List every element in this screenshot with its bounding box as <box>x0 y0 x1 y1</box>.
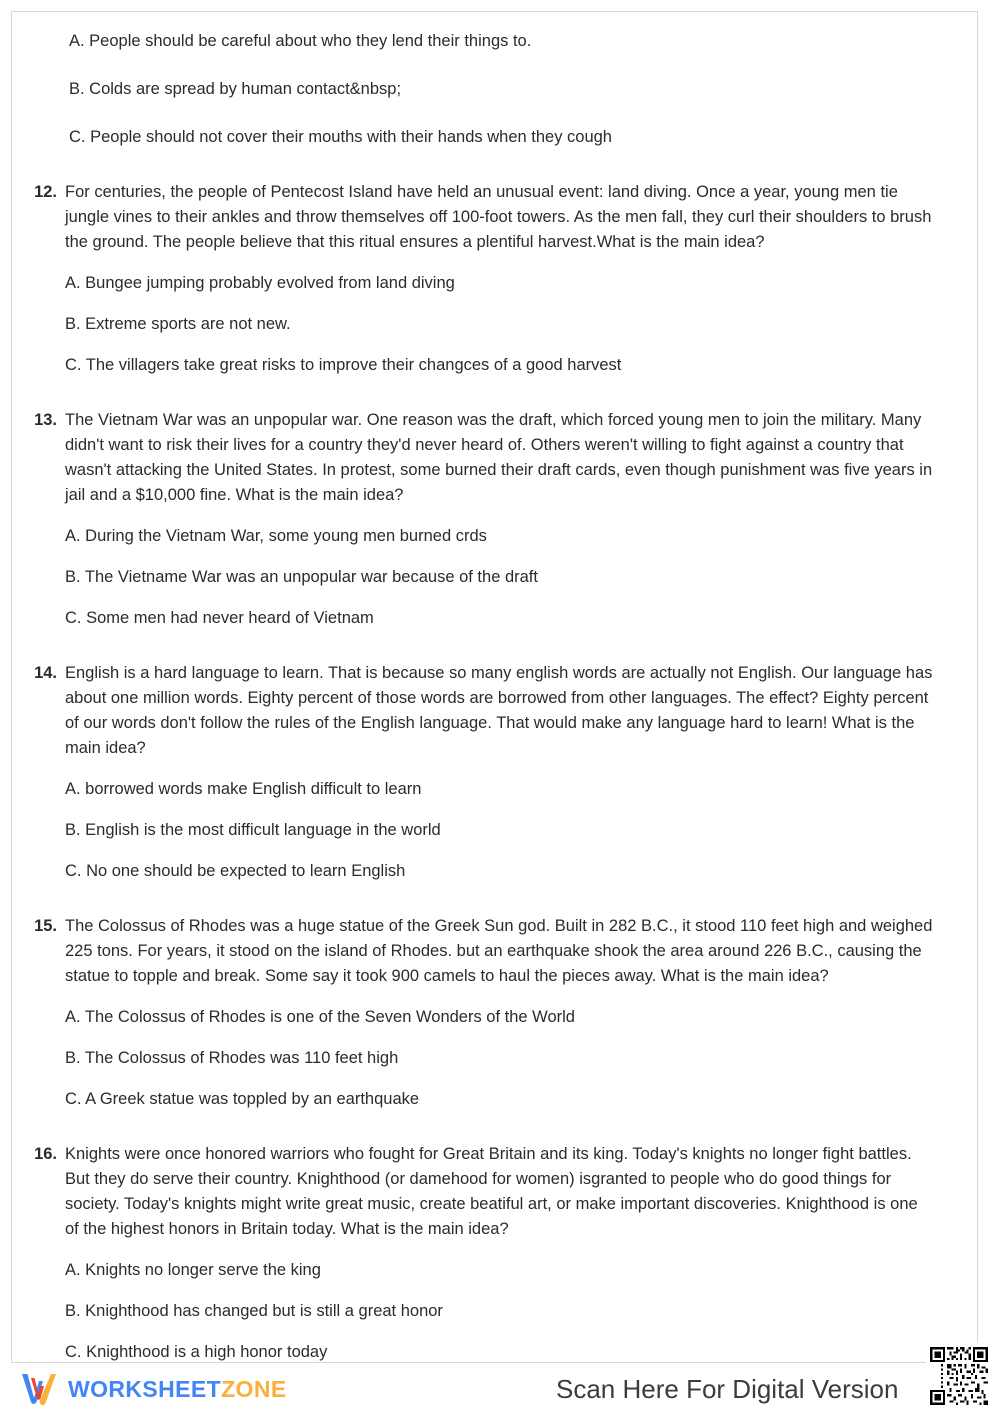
answer-option: C. A Greek statue was toppled by an earthquake <box>65 1090 420 1108</box>
answer-option: A. borrowed words make English difficult to learn <box>65 780 422 798</box>
question-item <box>21 408 936 631</box>
answer-option: B. Knighthood has changed but is still a great honor <box>65 1302 443 1320</box>
question-item <box>21 914 936 1112</box>
question-body <box>65 180 936 378</box>
answer-list <box>65 1258 936 1365</box>
question-item <box>21 661 936 884</box>
question-item <box>21 1142 936 1365</box>
answer-list <box>65 271 936 378</box>
logo-word-worksheet: WORKSHEET <box>68 1375 222 1402</box>
worksheet-content <box>11 11 978 1363</box>
worksheet-zone-logo[interactable] <box>18 1371 287 1407</box>
answer-option: C. People should not cover their mouths with their hands when they cough <box>69 128 612 146</box>
answer-list <box>65 777 936 884</box>
logo-word-zone: ZONE <box>221 1375 287 1402</box>
question-number: 13. <box>34 411 57 429</box>
answer-option: B. English is the most difficult language in the world <box>65 821 441 839</box>
qr-code[interactable] <box>926 1343 992 1409</box>
answer-option: C. Some men had never heard of Vietnam <box>65 609 374 627</box>
answer-option: C. No one should be expected to learn English <box>65 862 406 880</box>
answer-option: C. The villagers take great risks to improve their changces of a good harvest <box>65 356 622 374</box>
answer-list <box>65 524 936 631</box>
answer-option: C. Knighthood is a high honor today <box>65 1343 328 1361</box>
question-body <box>65 408 936 631</box>
question-body <box>65 1142 936 1365</box>
answer-option: B. The Vietname War was an unpopular war because of the draft <box>65 568 538 586</box>
logo-mark-icon <box>18 1371 60 1407</box>
question-stem: Knights were once honored warriors who fought for Great Britain and its king. Today's knights no longer fight battles. But they do serve their country. Knighthood (or damehood for women) isgranted to people who do good things for society. Today's knights might write great music, create beatiful art, or make important discoveries. Knighthood is one of the highest honors in Britain today. What is the main idea? <box>65 1145 918 1238</box>
continued-answer-list <box>21 29 936 150</box>
answer-option: B. The Colossus of Rhodes was 110 feet high <box>65 1049 399 1067</box>
question-body <box>65 661 936 884</box>
question-number: 16. <box>34 1145 57 1163</box>
question-stem: English is a hard language to learn. That is because so many english words are actually not English. Our language has about one million words. Eighty percent of those words are borrowed from other languages. The effect? Eighty percent of our words don't follow the rules of the English language. That would make any language hard to learn! What is the main idea? <box>65 664 933 757</box>
answer-list <box>65 1005 936 1112</box>
question-number: 15. <box>34 917 57 935</box>
question-stem: The Vietnam War was an unpopular war. One reason was the draft, which forced young men to join the military. Many didn't want to risk their lives for a country they'd never heard of. Others weren't willing to fight against a country that wasn't attacking the United States. In protest, some burned their draft cards, even though punishment was five years in jail and a $10,000 fine. What is the main idea? <box>65 411 933 504</box>
answer-option: B. Colds are spread by human contact&nbsp; <box>69 80 402 98</box>
question-body <box>65 914 936 1112</box>
question-item <box>21 180 936 378</box>
question-number: 14. <box>34 664 57 682</box>
question-stem: The Colossus of Rhodes was a huge statue of the Greek Sun god. Built in 282 B.C., it stood 110 feet high and weighed 225 tons. For years, it stood on the island of Rhodes. but an earthquake shook the area around 226 B.C., causing the statue to topple and break. Some say it took 900 camels to haul the pieces away. What is the main idea? <box>65 917 933 985</box>
question-number: 12. <box>34 183 57 201</box>
page-footer <box>0 1363 1000 1414</box>
scan-here-label: Scan Here For Digital Version <box>556 1374 899 1404</box>
answer-option: A. The Colossus of Rhodes is one of the Seven Wonders of the World <box>65 1008 575 1026</box>
answer-option: A. People should be careful about who they lend their things to. <box>69 32 532 50</box>
logo-wordmark <box>68 1376 287 1403</box>
question-stem: For centuries, the people of Pentecost Island have held an unusual event: land diving. Once a year, young men tie jungle vines to their ankles and throw themselves off 100-foot towers. As the men fall, they curl their shoulders to brush the ground. The people believe that this ritual ensures a plentiful harvest.What is the main idea? <box>65 183 932 251</box>
answer-option: A. Knights no longer serve the king <box>65 1261 321 1279</box>
answer-option: B. Extreme sports are not new. <box>65 315 291 333</box>
answer-option: A. During the Vietnam War, some young men burned crds <box>65 527 487 545</box>
answer-option: A. Bungee jumping probably evolved from land diving <box>65 274 455 292</box>
